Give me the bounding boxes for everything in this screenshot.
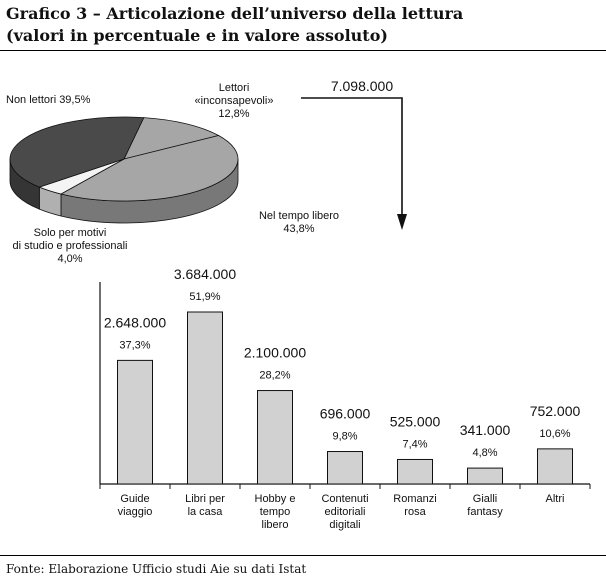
callout-arrow — [301, 78, 407, 230]
x-tick-label: editoriali — [324, 506, 366, 518]
x-tick-label: digitali — [329, 519, 361, 531]
title-line-2: (valori in percentuale e in valore assoluto) — [6, 26, 388, 45]
x-tick-label: Guide — [120, 493, 150, 505]
bar-pct-label: 7,4% — [402, 438, 428, 451]
x-tick-label: la casa — [187, 506, 223, 518]
bar-abs-label: 2.648.000 — [103, 314, 167, 331]
x-tick-label: Altri — [545, 493, 565, 505]
bar-abs-label: 2.100.000 — [243, 344, 307, 361]
arrow-line — [301, 98, 402, 220]
pie-pct-lettori-inconsapevoli: 12,8% — [218, 108, 250, 120]
bar-pct-label: 37,3% — [119, 339, 151, 352]
x-tick-label: viaggio — [117, 506, 153, 518]
x-tick-label: Romanzi — [393, 493, 437, 505]
bar — [328, 452, 363, 484]
x-tick-label: fantasy — [467, 506, 503, 518]
x-tick-label: Hobby e — [254, 493, 296, 505]
pie-label-lettori-inconsapevoli: Lettori — [218, 82, 250, 94]
x-tick-label: libero — [261, 519, 289, 531]
bar-pct-label: 10,6% — [539, 427, 571, 440]
pie-pct-studio: 4,0% — [57, 253, 83, 265]
bar — [398, 459, 433, 484]
bar-abs-label: 696.000 — [319, 405, 371, 422]
bar — [468, 468, 503, 484]
pie-label-studio: di studio e professionali — [12, 240, 128, 252]
callout-total: 7.098.000 — [330, 78, 394, 94]
arrow-head — [397, 214, 407, 230]
bar — [258, 391, 293, 484]
pie-pct-tempo-libero: 43,8% — [283, 223, 315, 235]
bar-abs-label: 3.684.000 — [173, 266, 237, 282]
bar-pct-label: 51,9% — [189, 291, 221, 303]
x-tick-label: Libri per — [185, 493, 225, 505]
bar-abs-label: 525.000 — [389, 413, 441, 430]
bar-pct-label: 4,8% — [472, 447, 498, 460]
x-tick-label: tempo — [259, 506, 291, 518]
x-tick-label: rosa — [404, 506, 426, 518]
x-tick-label: Gialli — [472, 493, 498, 505]
x-tick-label: Contenuti — [321, 493, 369, 505]
bar-chart — [100, 266, 590, 531]
bottom-rule — [0, 555, 606, 556]
pie-chart — [10, 117, 238, 223]
bar-pct-label: 9,8% — [332, 430, 358, 443]
pie-label-tempo-libero: Nel tempo libero — [258, 210, 340, 222]
bar — [538, 449, 573, 484]
title-line-1: Grafico 3 – Articolazione dell’universo della lettura — [6, 4, 464, 23]
pie-label-non-lettori: Non lettori 39,5% — [6, 94, 91, 106]
bar-abs-label: 341.000 — [459, 422, 511, 439]
source-note: Fonte: Elaborazione Ufficio studi Aie su dati Istat — [6, 562, 307, 576]
pie-label-lettori-inconsapevoli: «inconsapevoli» — [194, 95, 274, 107]
bar — [118, 360, 153, 484]
bar — [188, 312, 223, 484]
pie-label-studio: Solo per motivi — [33, 227, 107, 239]
bar-pct-label: 28,2% — [259, 369, 291, 382]
bar-abs-label: 752.000 — [529, 402, 581, 419]
